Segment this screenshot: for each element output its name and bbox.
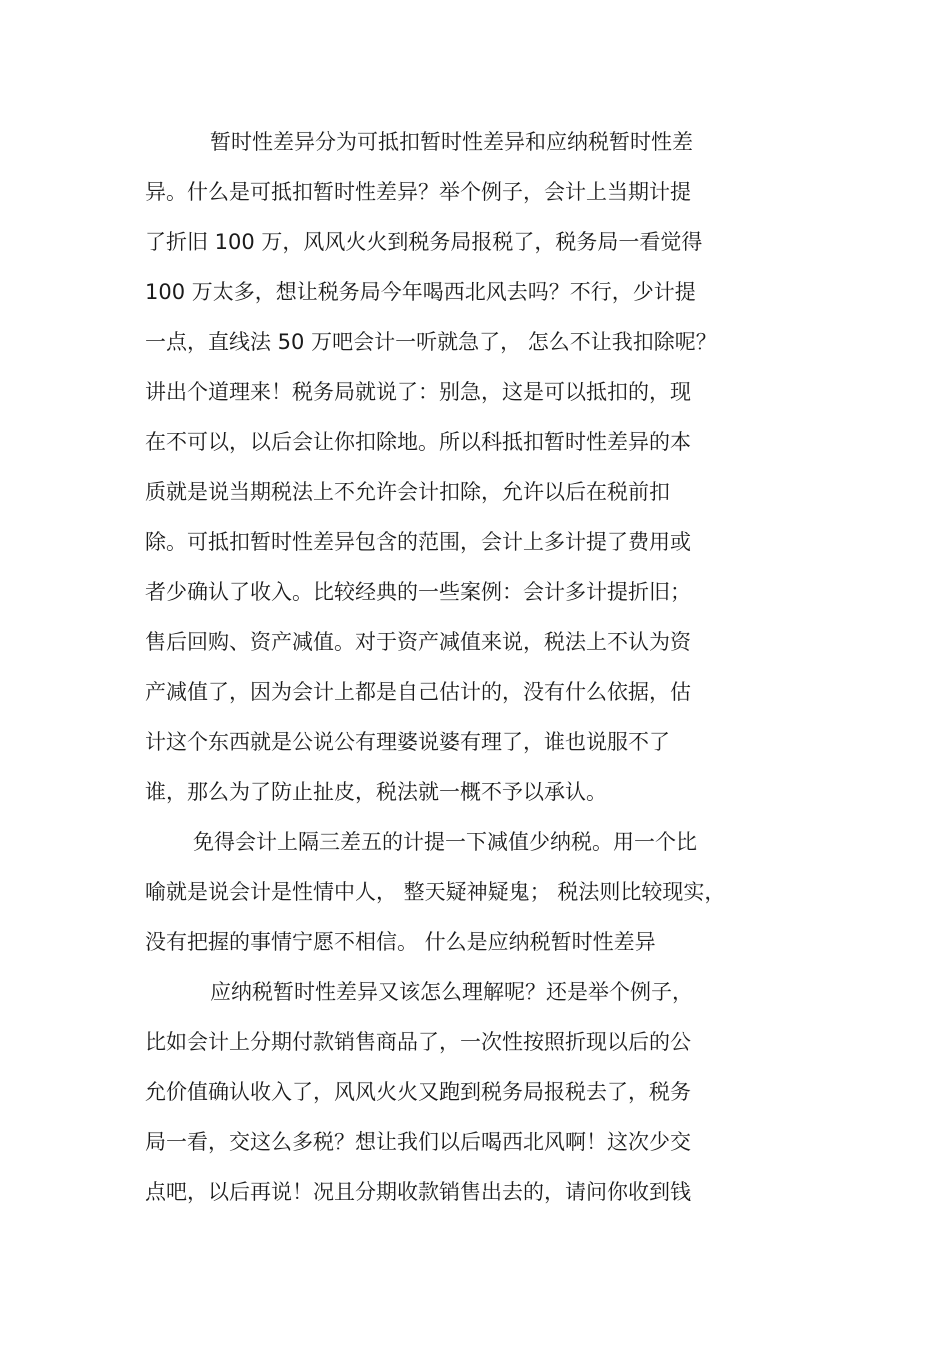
text-line: 允价值确认收入了，风风火火又跑到税务局报税去了，税务 [145,1080,691,1104]
text-line: 局一看，交这么多税？想让我们以后喝西北风啊！这次少交 [145,1130,691,1154]
text-line: 产减值了，因为会计上都是自己估计的，没有什么依据，估 [145,680,691,704]
text-line: 了折旧 100 万，风风火火到税务局报税了，税务局一看觉得 [145,230,703,254]
text-line: 比如会计上分期付款销售商品了，一次性按照折现以后的公 [145,1030,691,1054]
text-line: 100 万太多，想让税务局今年喝西北风去吗？不行，少计提 [145,280,696,304]
text-line: 讲出个道理来！税务局就说了：别急，这是可以抵扣的，现 [145,380,691,404]
text-line: 异。什么是可抵扣暂时性差异？举个例子，会计上当期计提 [145,180,691,204]
text-line: 点吧，以后再说！况且分期收款销售出去的，请问你收到钱 [145,1180,691,1204]
text-line: 质就是说当期税法上不允许会计扣除，允许以后在税前扣 [145,480,670,504]
text-line: 应纳税暂时性差异又该怎么理解呢？还是举个例子， [210,980,693,1004]
text-line: 计这个东西就是公说公有理婆说婆有理了，谁也说服不了 [145,730,670,754]
text-line: 者少确认了收入。比较经典的一些案例：会计多计提折旧； [145,580,691,604]
text-line: 谁，那么为了防止扯皮，税法就一概不予以承认。 [145,780,607,804]
text-line: 免得会计上隔三差五的计提一下减值少纳税。用一个比 [193,830,697,854]
text-line: 售后回购、资产减值。对于资产减值来说，税法上不认为资 [145,630,691,654]
text-line: 没有把握的事情宁愿不相信。 什么是应纳税暂时性差异 [145,930,656,954]
text-line: 暂时性差异分为可抵扣暂时性差异和应纳税暂时性差 [210,130,693,154]
text-line: 在不可以，以后会让你扣除地。所以科抵扣暂时性差异的本 [145,430,691,454]
text-line: 除。可抵扣暂时性差异包含的范围，会计上多计提了费用或 [145,530,691,554]
text-line: 喻就是说会计是性情中人， 整天疑神疑鬼； 税法则比较现实， [145,880,726,904]
text-line: 一点，直线法 50 万吧会计一听就急了， 怎么不让我扣除呢？ [145,330,717,354]
